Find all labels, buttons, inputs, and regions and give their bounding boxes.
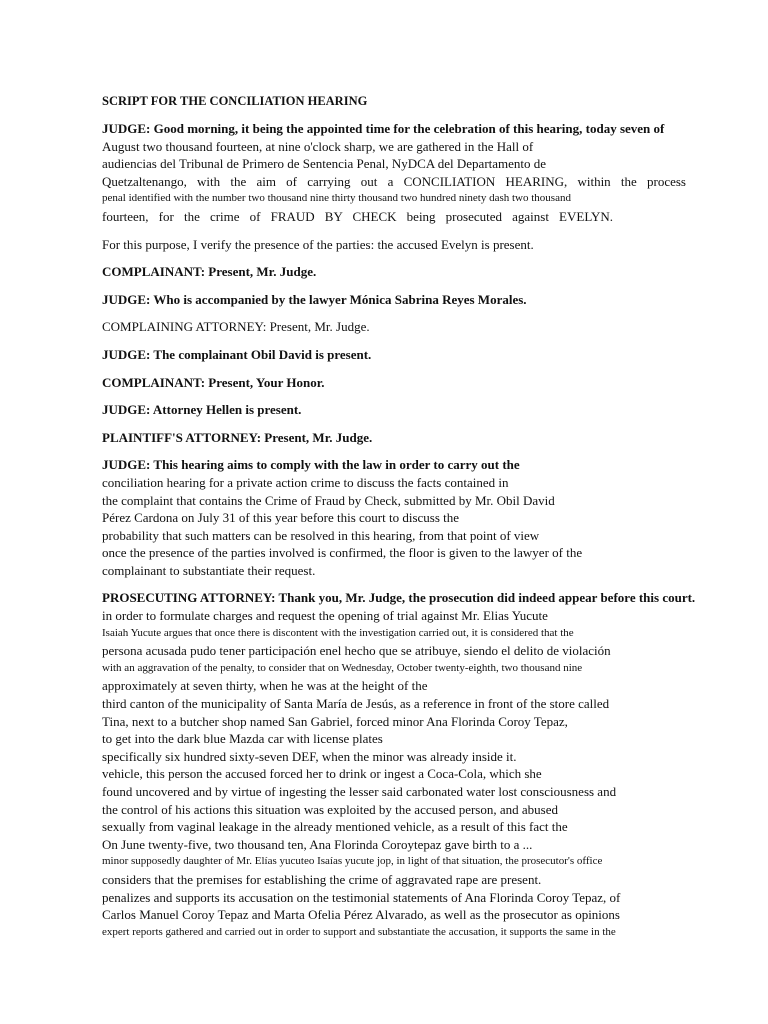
text-line: Pérez Cardona on July 31 of this year before this court to discuss the — [102, 510, 460, 526]
text-line: For this purpose, I verify the presence of the parties: the accused Evelyn is present. — [102, 236, 534, 252]
text-line: the control of his actions this situation was exploited by the accused person, and abused — [102, 801, 558, 817]
text-line: penal identified with the number two thousand nine thirty thousand two hundred ninety dash two thousand — [102, 192, 571, 205]
text-line: PLAINTIFF'S ATTORNEY: Present, Mr. Judge. — [102, 429, 373, 445]
text-line: vehicle, this person the accused forced her to drink or ingest a Coca-Cola, which she — [102, 766, 542, 782]
text-line: JUDGE: Who is accompanied by the lawyer Mónica Sabrina Reyes Morales. — [102, 291, 527, 307]
text-line: JUDGE: The complainant Obil David is present. — [102, 346, 372, 362]
text-line: PROSECUTING ATTORNEY: Thank you, Mr. Judge, the prosecution did indeed appear before this court. — [102, 590, 696, 606]
verify-paragraph — [102, 236, 742, 254]
text-line: considers that the premises for establishing the crime of aggravated rape are present. — [102, 871, 542, 887]
text-line: COMPLAINANT: Present, Mr. Judge. — [102, 264, 317, 280]
text-line: Tina, next to a butcher shop named San Gabriel, forced minor Ana Florinda Coroy Tepaz, — [102, 713, 568, 729]
judge-obil-line — [102, 346, 742, 364]
text-line: JUDGE: Attorney Hellen is present. — [102, 402, 302, 418]
judge-lawyer-line — [102, 291, 742, 309]
text-line: Isaiah Yucute argues that once there is discontent with the investigation carried out, it is considered that the — [102, 626, 574, 639]
text-line: JUDGE: This hearing aims to comply with the law in order to carry out the — [102, 457, 520, 473]
text-line: with an aggravation of the penalty, to consider that on Wednesday, October twenty-eighth, two thousand nine — [102, 661, 583, 674]
plaintiff-attorney-line — [102, 429, 742, 447]
prosecuting-attorney-paragraph — [102, 589, 742, 941]
text-line: in order to formulate charges and request the opening of trial against Mr. Elias Yucute — [102, 608, 548, 624]
judge-hellen-line — [102, 401, 742, 419]
text-line: JUDGE: Good morning, it being the appointed time for the celebration of this hearing, today seven of — [102, 121, 665, 136]
text-line: complainant to substantiate their request. — [102, 562, 316, 578]
text-line: penalizes and supports its accusation on the testimonial statements of Ana Florinda Coroy Tepaz, of — [102, 889, 621, 905]
judge-aim-paragraph — [102, 456, 742, 579]
text-line: found uncovered and by virtue of ingesting the lesser said carbonated water lost consciousness and — [102, 784, 617, 799]
text-line: third canton of the municipality of Santa María de Jesús, as a reference in front of the store called — [102, 696, 610, 712]
text-line: August two thousand fourteen, at nine o'clock sharp, we are gathered in the Hall of — [102, 138, 534, 154]
complaining-attorney-line — [102, 318, 742, 336]
judge-opening-paragraph — [102, 120, 742, 226]
text-line: expert reports gathered and carried out in order to support and substantiate the accusation, it supports the same in the — [102, 925, 616, 938]
text-line: Carlos Manuel Coroy Tepaz and Marta Ofelia Pérez Alvarado, as well as the prosecutor as opinions — [102, 907, 620, 923]
text-line: approximately at seven thirty, when he was at the height of the — [102, 678, 428, 694]
complainant-response-1 — [102, 263, 742, 281]
text-line: the complaint that contains the Crime of Fraud by Check, submitted by Mr. Obil David — [102, 492, 555, 508]
text-line: to get into the dark blue Mazda car with license plates — [102, 731, 383, 747]
text-line: COMPLAINING ATTORNEY: Present, Mr. Judge. — [102, 319, 370, 335]
text-line: minor supposedly daughter of Mr. Elías yucuteo Isaías yucute jop, in light of that situation, the prosecutor's office — [102, 855, 603, 868]
document-title: SCRIPT FOR THE CONCILIATION HEARING — [102, 94, 368, 108]
text-line: audiencias del Tribunal de Primero de Sentencia Penal, NyDCA del Departamento de — [102, 156, 547, 172]
complainant-response-2 — [102, 374, 742, 392]
text-line: Quetzaltenango, with the aim of carrying out a CONCILIATION HEARING, within the process — [102, 173, 686, 189]
text-line: COMPLAINANT: Present, Your Honor. — [102, 374, 325, 390]
text-line: persona acusada pudo tener participación enel hecho que se atribuye, siendo el delito de violación — [102, 643, 611, 659]
text-line: probability that such matters can be resolved in this hearing, from that point of view — [102, 527, 540, 543]
document-body — [102, 93, 742, 951]
text-line: once the presence of the parties involved is confirmed, the floor is given to the lawyer of the — [102, 545, 583, 561]
text-line: specifically six hundred sixty-seven DEF, when the minor was already inside it. — [102, 748, 517, 764]
text-line: conciliation hearing for a private action crime to discuss the facts contained in — [102, 474, 509, 490]
text-line: fourteen, for the crime of FRAUD BY CHECK being prosecuted against EVELYN. — [102, 208, 613, 224]
text-line: sexually from vaginal leakage in the already mentioned vehicle, as a result of this fact the — [102, 819, 568, 835]
text-line: On June twenty-five, two thousand ten, Ana Florinda Coroytepaz gave birth to a ... — [102, 836, 533, 852]
